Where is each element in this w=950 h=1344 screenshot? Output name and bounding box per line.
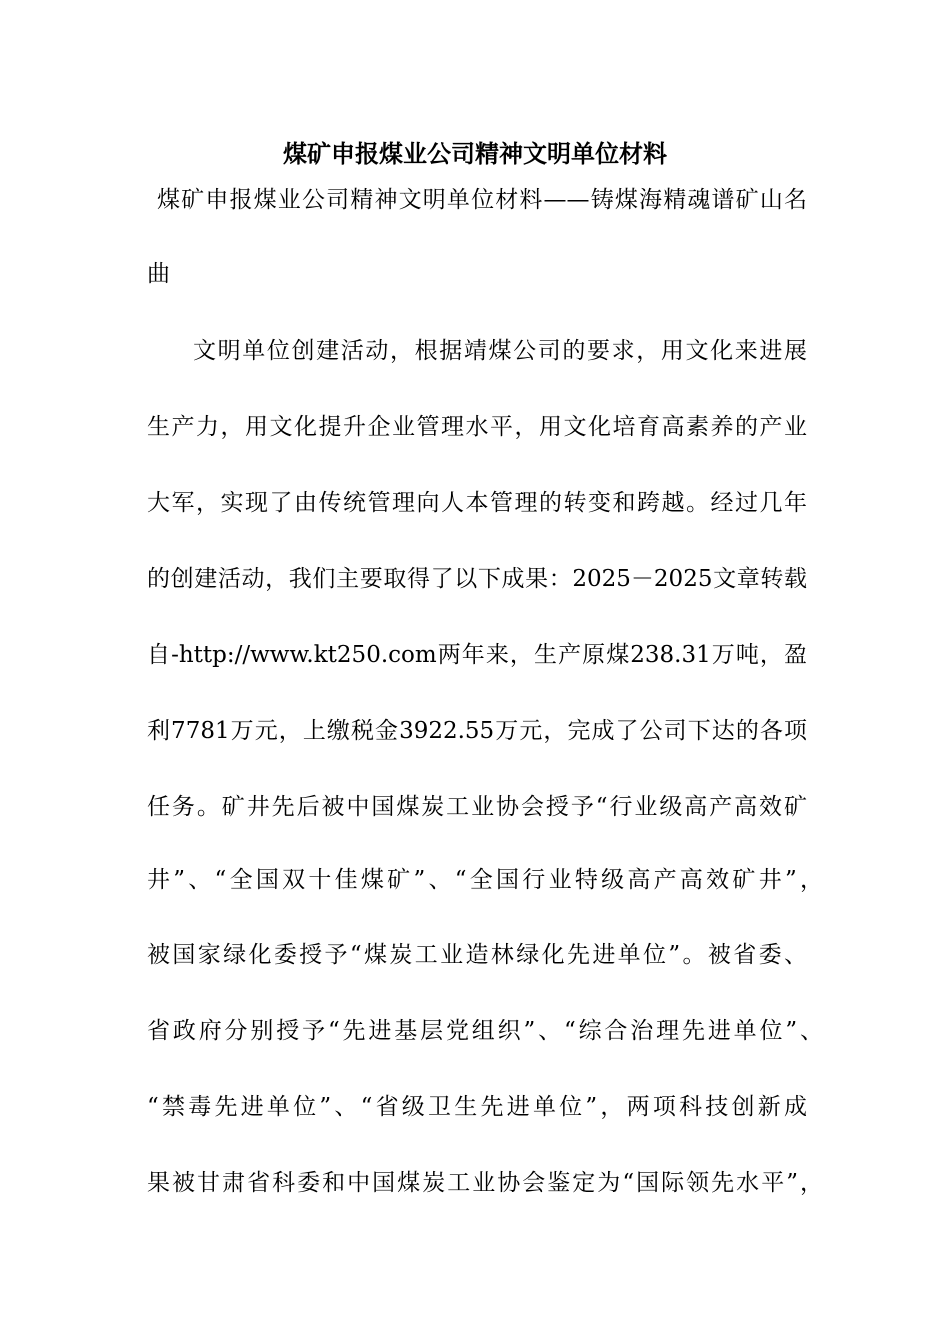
- paragraph-line-12: 果被甘肃省科委和中国煤炭工业协会鉴定为“国际领先水平”，: [147, 1170, 823, 1196]
- subtitle-line-1: 煤矿申报煤业公司精神文明单位材料——铸煤海精魂谱矿山名: [157, 187, 807, 213]
- paragraph-line-1: 文明单位创建活动，根据靖煤公司的要求，用文化来进展: [193, 338, 807, 364]
- paragraph-line-4: 的创建活动，我们主要取得了以下成果：2025－2025文章转载: [147, 566, 807, 592]
- paragraph-line-5: 自-http://www.kt250.com两年来，生产原煤238.31万吨，盈: [147, 642, 807, 668]
- paragraph-line-10: 省政府分别授予“先进基层党组织”、“综合治理先进单位”、: [147, 1018, 823, 1044]
- document-title: 煤矿申报煤业公司精神文明单位材料: [283, 140, 667, 168]
- subtitle-line-2: 曲: [147, 261, 170, 287]
- paragraph-line-2: 生产力，用文化提升企业管理水平，用文化培育高素养的产业: [147, 414, 807, 440]
- paragraph-line-7: 任务。矿井先后被中国煤炭工业协会授予“行业级高产高效矿: [147, 794, 807, 820]
- paragraph-line-11: “禁毒先进单位”、“省级卫生先进单位”，两项科技创新成: [147, 1094, 807, 1120]
- paragraph-line-9: 被国家绿化委授予“煤炭工业造林绿化先进单位”。被省委、: [147, 942, 807, 968]
- paragraph-line-6: 利7781万元，上缴税金3922.55万元，完成了公司下达的各项: [147, 718, 807, 744]
- paragraph-line-3: 大军，实现了由传统管理向人本管理的转变和跨越。经过几年: [147, 490, 807, 516]
- paragraph-line-8: 井”、“全国双十佳煤矿”、“全国行业特级高产高效矿井”，: [147, 867, 823, 893]
